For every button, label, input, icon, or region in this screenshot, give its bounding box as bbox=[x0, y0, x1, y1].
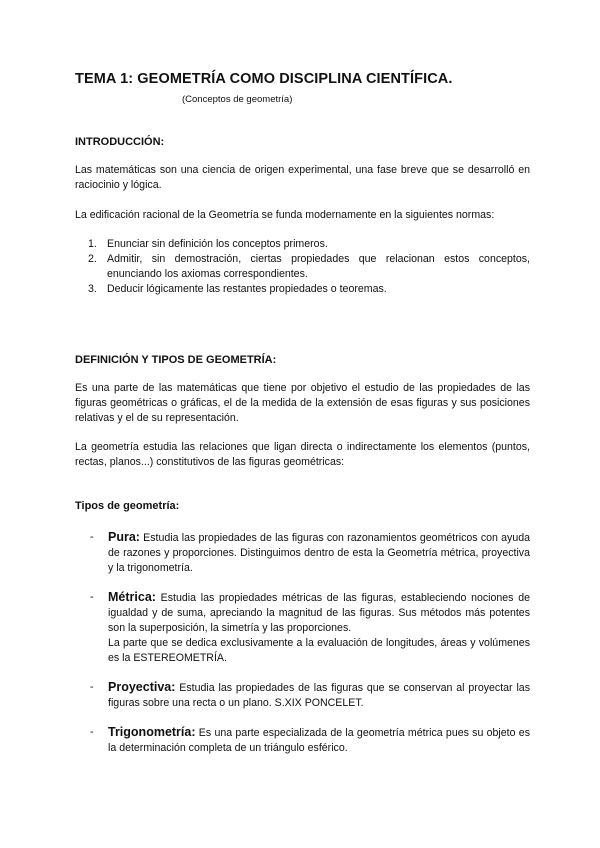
list-number: 1. bbox=[88, 238, 97, 250]
tipo-body bbox=[108, 590, 530, 666]
document-subtitle: (Conceptos de geometría) bbox=[182, 94, 293, 105]
tipo-extra-text: La parte que se dedica exclusivamente a la evaluación de longitudes, áreas y volúmenes es la ESTEREOMETRÍA. bbox=[108, 637, 530, 664]
tipo-term: Trigonometría: bbox=[108, 725, 196, 739]
normas-list bbox=[88, 237, 530, 297]
tipo-term: Proyectiva: bbox=[108, 680, 176, 694]
list-text: Enunciar sin definición los conceptos primeros. bbox=[107, 238, 328, 250]
list-number: 3. bbox=[88, 283, 97, 295]
bullet-dash: - bbox=[90, 531, 94, 543]
tipo-body bbox=[108, 725, 530, 756]
tipo-term: Métrica: bbox=[108, 590, 156, 604]
tipo-trigonometria bbox=[90, 725, 530, 756]
heading-introduccion: INTRODUCCIÓN: bbox=[75, 136, 165, 148]
tipo-proyectiva bbox=[90, 680, 530, 711]
list-number: 2. bbox=[88, 253, 97, 265]
tipo-body bbox=[108, 530, 530, 576]
heading-tipos: Tipos de geometría: bbox=[75, 500, 180, 512]
definicion-paragraph-1: Es una parte de las matemáticas que tiene por objetivo el estudio de las propiedades de las figuras geométricas o gráficas, el de la medida de la extensión de esas figuras y sus posiciones relativas y el de su representación. bbox=[75, 382, 530, 424]
heading-definicion: DEFINICIÓN Y TIPOS DE GEOMETRÍA: bbox=[75, 354, 277, 366]
definicion-paragraph-2: La geometría estudia las relaciones que ligan directa o indirectamente los elementos (puntos, rectas, planos...) constitutivos de las figuras geométricas: bbox=[75, 441, 530, 468]
document-title: TEMA 1: GEOMETRÍA COMO DISCIPLINA CIENTÍFICA. bbox=[75, 71, 453, 87]
list-text: Deducir lógicamente las restantes propiedades o teoremas. bbox=[107, 283, 387, 295]
bullet-dash: - bbox=[90, 726, 94, 738]
tipo-pura bbox=[90, 530, 530, 576]
list-item bbox=[88, 252, 530, 282]
tipo-text: Estudia las propiedades de las figuras que se conservan al proyectar las figuras sobre una recta o un plano. S.XIX PONCELET. bbox=[108, 682, 530, 709]
tipo-body bbox=[108, 680, 530, 711]
tipo-text: Es una parte especializada de la geometría métrica pues su objeto es la determinación completa de un triángulo esférico. bbox=[108, 727, 530, 754]
intro-paragraph-1: Las matemáticas son una ciencia de origen experimental, una fase breve que se desarrolló en raciocinio y lógica. bbox=[75, 164, 530, 191]
bullet-dash: - bbox=[90, 591, 94, 603]
tipo-term: Pura: bbox=[108, 530, 140, 544]
intro-paragraph-2: La edificación racional de la Geometría se funda modernamente en la siguientes normas: bbox=[75, 209, 495, 221]
bullet-dash: - bbox=[90, 681, 94, 693]
list-text: Admitir, sin demostración, ciertas propiedades que relacionan estos conceptos, enunciando los axiomas correspondientes. bbox=[107, 253, 530, 280]
tipo-text: Estudia las propiedades de las figuras con razonamientos geométricos con ayuda de razones y proporciones. Distinguimos dentro de esta la Geometría métrica, proyectiva y la trigonometría. bbox=[108, 532, 530, 574]
list-item bbox=[88, 237, 530, 252]
tipo-metrica bbox=[90, 590, 530, 666]
tipo-text: Estudia las propiedades métricas de las figuras, estableciendo nociones de igualdad y de suma, apreciando la magnitud de las figuras. Sus métodos más potentes son la superposición, la simetría y las proporciones. bbox=[108, 592, 530, 634]
list-item bbox=[88, 282, 530, 297]
